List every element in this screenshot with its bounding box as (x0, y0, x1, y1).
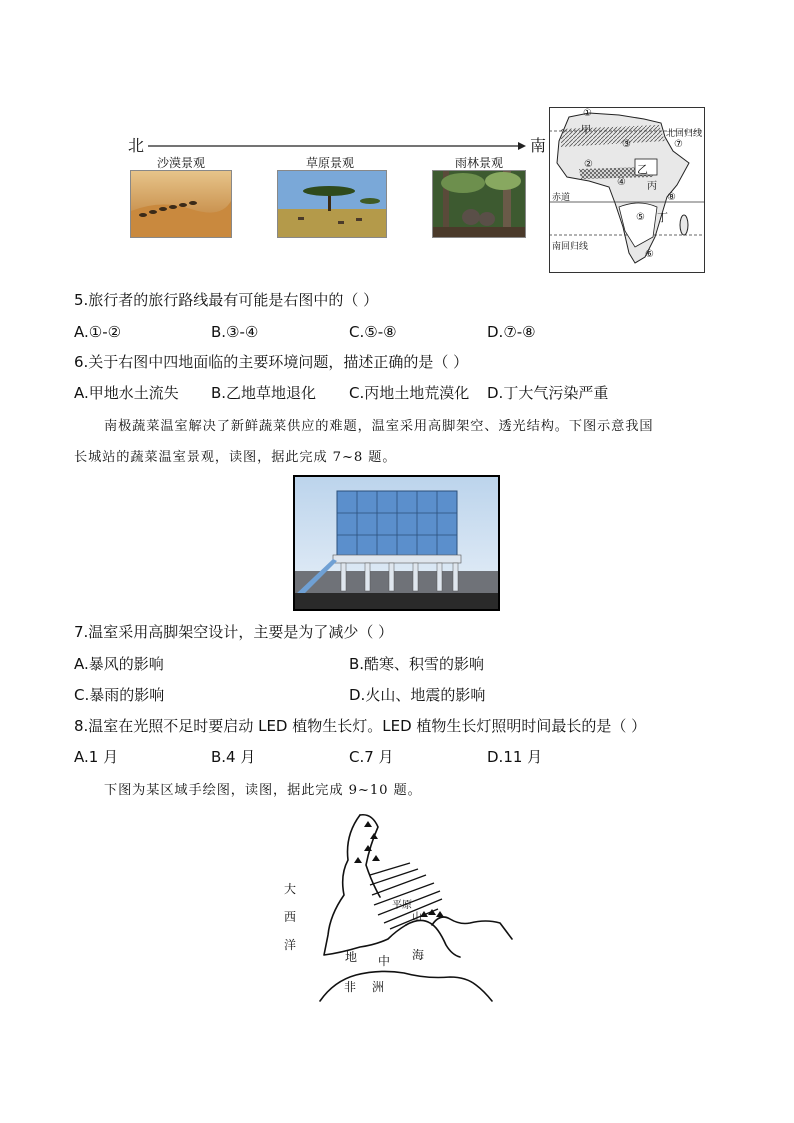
atlantic-char-1: 大 (284, 882, 297, 896)
intro-7-8-line-1: 南极蔬菜温室解决了新鲜蔬菜供应的难题，温室采用高脚架空、透光结构。下图示意我国 (104, 419, 654, 434)
question-7-option-a[interactable]: A.暴风的影响 (74, 655, 164, 673)
africa-char-2: 洲 (372, 980, 385, 994)
north-label: 北 (128, 136, 145, 155)
question-6-option-b[interactable]: B.乙地草地退化 (211, 384, 317, 402)
question-5-option-d[interactable]: D.⑦-⑧ (487, 323, 536, 341)
greenhouse-photo (293, 475, 500, 611)
question-6-option-a[interactable]: A.甲地水土流失 (74, 384, 179, 402)
desert-photo (130, 170, 232, 238)
question-8-option-d[interactable]: D.11 月 (487, 748, 543, 766)
atlantic-label (284, 875, 296, 959)
map-point-5: ⑤ (636, 212, 645, 223)
question-5-option-a[interactable]: A.①-② (74, 323, 122, 341)
question-6-stem: 6.关于右图中四地面临的主要环境问题，描述正确的是（ ） (74, 353, 469, 371)
map-point-8: ⑧ (667, 192, 676, 203)
question-6-option-c[interactable]: C.丙地土地荒漠化 (349, 384, 470, 402)
med-char-3: 海 (412, 948, 425, 962)
question-7-option-c[interactable]: C.暴雨的影响 (74, 686, 165, 704)
rainforest-photo (432, 170, 526, 238)
map-label-tropic-north: 北回归线 (666, 129, 703, 139)
question-8-option-b[interactable]: B.4 月 (211, 748, 256, 766)
plain-label: 平原 (392, 900, 412, 911)
map-point-1: ① (583, 108, 592, 119)
intro-7-8-line-2: 长城站的蔬菜温室景观，读图，据此完成 7~8 题。 (74, 450, 397, 465)
map-point-2: ② (584, 159, 593, 170)
atlantic-char-3: 洋 (284, 938, 297, 952)
map-point-7: ⑦ (674, 139, 683, 150)
map-label-yi: 乙 (637, 163, 648, 176)
question-7-option-d[interactable]: D.火山、地震的影响 (349, 686, 486, 704)
map-point-3: ③ (622, 139, 631, 150)
question-7-option-b[interactable]: B.酷寒、积雪的影响 (349, 655, 485, 673)
south-label: 南 (530, 136, 547, 155)
question-5-stem: 5.旅行者的旅行路线最有可能是右图中的（ ） (74, 291, 379, 309)
grassland-caption: 草原景观 (306, 156, 355, 170)
map-point-6: ⑥ (645, 249, 654, 260)
med-char-2: 中 (378, 954, 391, 968)
map-label-bing: 丙 (647, 181, 657, 192)
question-8-stem: 8.温室在光照不足时要启动 LED 植物生长灯。LED 植物生长灯照明时间最长的是（ ） (74, 717, 647, 735)
grassland-photo (277, 170, 387, 238)
map-label-equator: 赤道 (552, 193, 571, 203)
direction-arrow (148, 140, 528, 152)
map-point-4: ④ (617, 177, 626, 188)
map-label-ding: 丁 (657, 211, 668, 224)
question-8-option-a[interactable]: A.1 月 (74, 748, 119, 766)
question-5-option-c[interactable]: C.⑤-⑧ (349, 323, 397, 341)
mountain-label: 山 (412, 912, 422, 923)
med-char-1: 地 (345, 950, 358, 964)
rainforest-caption: 雨林景观 (455, 156, 504, 170)
desert-caption: 沙漠景观 (157, 156, 206, 170)
question-5-option-b[interactable]: B.③-④ (211, 323, 259, 341)
atlantic-char-2: 西 (284, 910, 297, 924)
map-label-jia: 甲 (581, 125, 591, 136)
question-8-option-c[interactable]: C.7 月 (349, 748, 394, 766)
intro-9-10: 下图为某区域手绘图，读图，据此完成 9~10 题。 (104, 783, 422, 798)
question-7-stem: 7.温室采用高脚架空设计，主要是为了减少（ ） (74, 623, 394, 641)
question-6-option-d[interactable]: D.丁大气污染严重 (487, 384, 609, 402)
map-label-tropic-south: 南回归线 (552, 242, 589, 252)
africa-char-1: 非 (344, 980, 357, 994)
